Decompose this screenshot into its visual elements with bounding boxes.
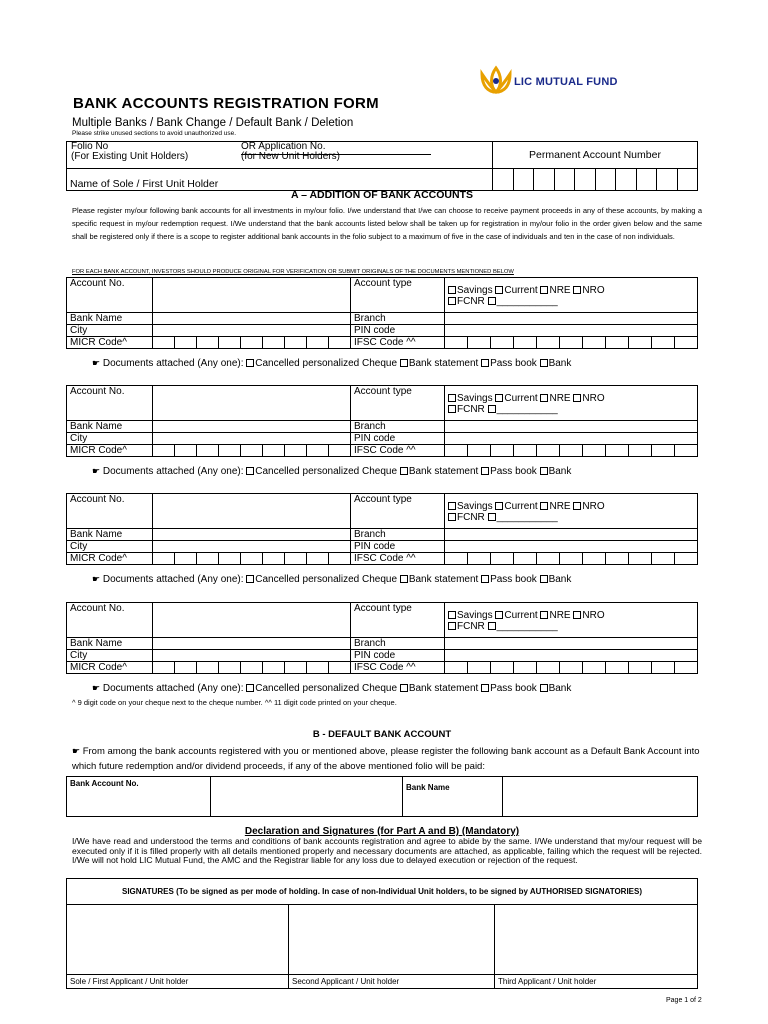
bank-name-label: Bank Name	[67, 638, 153, 650]
bank-name-input[interactable]	[153, 421, 351, 433]
branch-input[interactable]	[445, 638, 698, 650]
account-type-label: Account type	[351, 278, 445, 313]
ifsc-label: IFSC Code ^^	[351, 662, 445, 674]
account-type-options[interactable]: Savings Current NRE NRO FCNR ___________	[445, 278, 698, 313]
pointing-hand-icon: ☛	[72, 746, 81, 756]
pin-label: PIN code	[351, 541, 445, 553]
bank-name-input[interactable]	[153, 313, 351, 325]
documents-attached-1[interactable]: ☛ Documents attached (Any one): Cancelled personalized Cheque Bank statement Pass book Bank	[92, 358, 572, 369]
account-type-label: Account type	[351, 603, 445, 638]
documents-attached-3[interactable]: ☛ Documents attached (Any one): Cancelled personalized Cheque Bank statement Pass book Bank	[92, 574, 572, 585]
sig-label-first: Sole / First Applicant / Unit holder	[67, 975, 289, 989]
docs-note: FOR EACH BANK ACCOUNT, INVESTORS SHOULD PRODUCE ORIGINAL FOR VERIFICATION OR SUBMIT ORIGINALS OF THE DOCUMENTS MENTIONED BELOW	[72, 269, 514, 275]
strike-note: Please strike unused sections to avoid unauthorized use.	[72, 130, 237, 137]
account-no-label: Account No.	[67, 278, 153, 313]
account-type-label: Account type	[351, 386, 445, 421]
bank-name-input[interactable]	[153, 638, 351, 650]
account-type-label: Account type	[351, 494, 445, 529]
pointing-hand-icon: ☛	[92, 574, 101, 584]
ifsc-label: IFSC Code ^^	[351, 553, 445, 565]
default-bank-name-label: Bank Name	[403, 777, 503, 817]
page-number: Page 1 of 2	[666, 997, 702, 1004]
pan-input[interactable]	[493, 169, 698, 191]
app-label: OR Application No.	[241, 141, 326, 152]
account-type-options[interactable]: Savings Current NRE NRO FCNR ___________	[445, 603, 698, 638]
folio-cell[interactable]	[67, 142, 493, 169]
branch-label: Branch	[351, 529, 445, 541]
folio-sub: (For Existing Unit Holders)	[71, 151, 189, 162]
city-input[interactable]	[153, 541, 351, 553]
sig-label-third: Third Applicant / Unit holder	[495, 975, 698, 989]
form-subtitle: Multiple Banks / Bank Change / Default Bank / Deletion	[72, 117, 354, 129]
bank-name-label: Bank Name	[67, 421, 153, 433]
pin-label: PIN code	[351, 650, 445, 662]
declaration-title: Declaration and Signatures (for Part A and B) (Mandatory)	[244, 826, 520, 837]
account-no-input[interactable]	[153, 603, 351, 638]
sig-header: SIGNATURES (To be signed as per mode of holding. In case of non-Individual Unit holders, to be signed by AUTHORISED SIGNATORIES)	[67, 879, 698, 905]
account-type-options[interactable]: Savings Current NRE NRO FCNR ___________	[445, 386, 698, 421]
sig-label-second: Second Applicant / Unit holder	[289, 975, 495, 989]
signature-table	[66, 878, 698, 989]
app-sub: (for New Unit Holders)	[241, 151, 340, 162]
lotus-icon	[476, 60, 516, 100]
logo-text: LIC MUTUAL FUND	[514, 76, 618, 88]
account-no-label: Account No.	[67, 494, 153, 529]
bank-name-label: Bank Name	[67, 313, 153, 325]
bank-account-block-3	[66, 493, 698, 565]
micr-input[interactable]	[153, 553, 351, 565]
sig-box-first[interactable]	[67, 905, 289, 975]
pin-input[interactable]	[445, 433, 698, 445]
ifsc-input[interactable]	[445, 337, 698, 349]
section-b-paragraph: ☛ From among the bank accounts registered with you or mentioned above, please register the following bank account as a Default Bank Account into which future redemption and/or dividend proceeds, if any of the above mentioned folio will be paid:	[72, 746, 700, 772]
account-no-label: Account No.	[67, 386, 153, 421]
city-input[interactable]	[153, 650, 351, 662]
account-type-options[interactable]: Savings Current NRE NRO FCNR ___________	[445, 494, 698, 529]
city-label: City	[67, 650, 153, 662]
pin-input[interactable]	[445, 325, 698, 337]
micr-label: MICR Code^	[67, 662, 153, 674]
sig-box-second[interactable]	[289, 905, 495, 975]
lic-logo	[476, 56, 618, 108]
ifsc-input[interactable]	[445, 445, 698, 457]
documents-attached-2[interactable]: ☛ Documents attached (Any one): Cancelled personalized Cheque Bank statement Pass book Bank	[92, 466, 572, 477]
city-input[interactable]	[153, 433, 351, 445]
micr-input[interactable]	[153, 445, 351, 457]
form-title: BANK ACCOUNTS REGISTRATION FORM	[73, 95, 379, 112]
city-input[interactable]	[153, 325, 351, 337]
ifsc-label: IFSC Code ^^	[351, 337, 445, 349]
micr-input[interactable]	[153, 662, 351, 674]
pointing-hand-icon: ☛	[92, 683, 101, 693]
account-no-label: Account No.	[67, 603, 153, 638]
pointing-hand-icon: ☛	[92, 358, 101, 368]
branch-label: Branch	[351, 421, 445, 433]
micr-label: MICR Code^	[67, 337, 153, 349]
micr-input[interactable]	[153, 337, 351, 349]
pointing-hand-icon: ☛	[92, 466, 101, 476]
folio-table	[66, 141, 698, 191]
micr-label: MICR Code^	[67, 553, 153, 565]
default-bank-name-input[interactable]	[503, 777, 698, 817]
bank-account-block-2	[66, 385, 698, 457]
city-label: City	[67, 433, 153, 445]
folio-label: Folio No	[71, 141, 109, 152]
ifsc-label: IFSC Code ^^	[351, 445, 445, 457]
declaration-text: I/We have read and understood the terms and conditions of bank accounts registration and agree to abide by the same. I/We understand that my/our request will be executed only if it is filled properly with all details mentioned properly and necessary documents are attached, as applicable, failing which the request will be rejected. I/We will not hold LIC Mutual Fund, the AMC and the Registrar liable for any loss due to delayed execution or rejection of the request.	[72, 836, 702, 865]
pin-input[interactable]	[445, 541, 698, 553]
section-a-title: A – ADDITION OF BANK ACCOUNTS	[291, 189, 473, 201]
pin-input[interactable]	[445, 650, 698, 662]
default-account-label: Bank Account No.	[67, 777, 211, 817]
section-a-paragraph: Please register my/our following bank accounts for all investments in my/our folio. I/we understand that I/we can choose to receive payment proceeds in any of these accounts, by making a specific request in my/our redemption request. I/We understand that the bank accounts listed below shall be taken up for registration in my/our folio in the order given below and the same shall be registered only if there is a scope to register additional bank accounts in the folio subject to a maximum of five in the case of individuals and ten in the case of non individuals.	[72, 206, 702, 241]
account-no-input[interactable]	[153, 278, 351, 313]
holder-label: Name of Sole / First Unit Holder	[67, 169, 493, 191]
city-label: City	[67, 325, 153, 337]
bank-name-label: Bank Name	[67, 529, 153, 541]
branch-input[interactable]	[445, 529, 698, 541]
account-no-input[interactable]	[153, 494, 351, 529]
section-b-title: B - DEFAULT BANK ACCOUNT	[312, 729, 452, 740]
sig-box-third[interactable]	[495, 905, 698, 975]
documents-attached-4[interactable]: ☛ Documents attached (Any one): Cancelled personalized Cheque Bank statement Pass book Bank	[92, 683, 572, 694]
branch-label: Branch	[351, 638, 445, 650]
micr-label: MICR Code^	[67, 445, 153, 457]
bank-account-block-1	[66, 277, 698, 349]
pan-label: Permanent Account Number	[493, 142, 698, 169]
city-label: City	[67, 541, 153, 553]
branch-input[interactable]	[445, 313, 698, 325]
bank-name-input[interactable]	[153, 529, 351, 541]
pin-label: PIN code	[351, 325, 445, 337]
default-account-input[interactable]	[211, 777, 403, 817]
ifsc-input[interactable]	[445, 662, 698, 674]
bank-account-block-4	[66, 602, 698, 674]
footnote: ^ 9 digit code on your cheque next to the cheque number. ^^ 11 digit code printed on your cheque.	[72, 698, 397, 707]
account-no-input[interactable]	[153, 386, 351, 421]
branch-input[interactable]	[445, 421, 698, 433]
ifsc-input[interactable]	[445, 553, 698, 565]
pin-label: PIN code	[351, 433, 445, 445]
branch-label: Branch	[351, 313, 445, 325]
default-bank-table	[66, 776, 698, 817]
